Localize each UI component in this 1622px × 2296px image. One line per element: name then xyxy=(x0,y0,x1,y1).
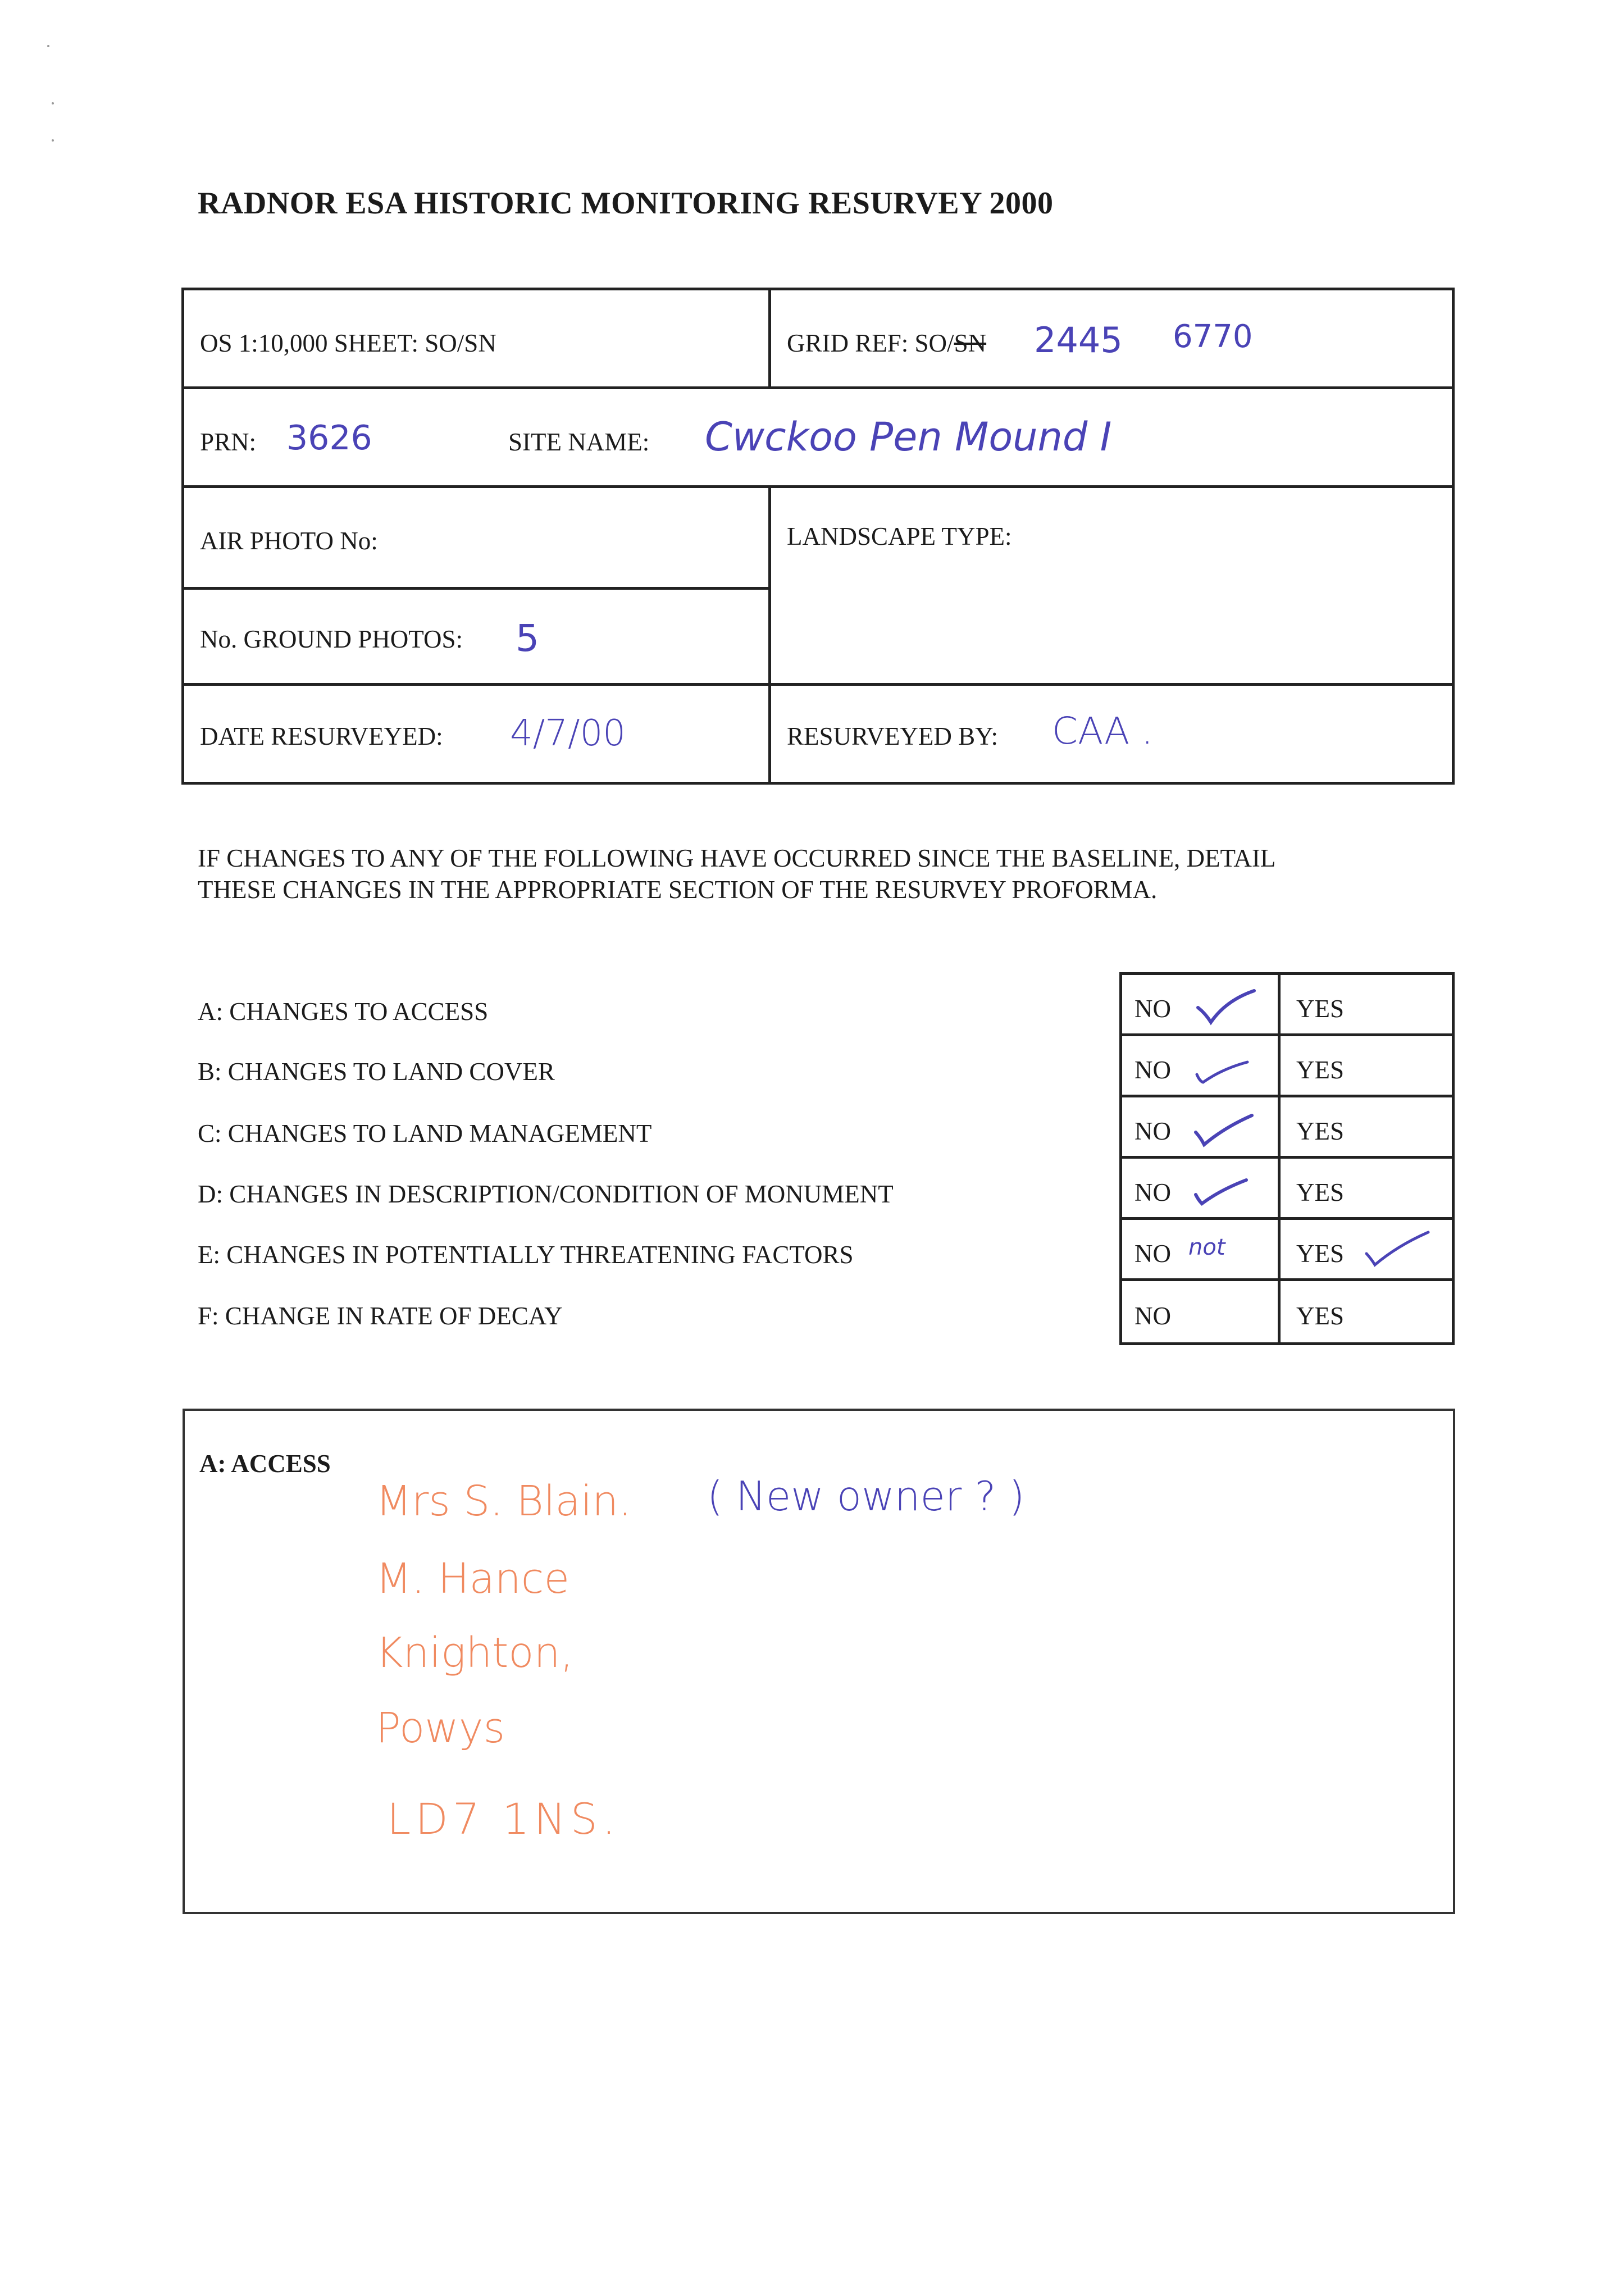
date-label: DATE RESURVEYED: xyxy=(200,722,443,750)
yes-box-d[interactable] xyxy=(1278,1156,1455,1220)
ground-photos-cell xyxy=(181,587,771,686)
no-box-c[interactable] xyxy=(1119,1095,1281,1159)
access-postcode: LD7 1NS. xyxy=(387,1794,620,1844)
scan-speck xyxy=(52,139,54,142)
air-photo-cell xyxy=(181,485,771,590)
access-owner-name: Mrs S. Blain. xyxy=(376,1477,632,1525)
no-label: NO xyxy=(1135,1117,1171,1145)
yes-label: YES xyxy=(1296,995,1345,1023)
yes-box-e[interactable] xyxy=(1278,1217,1455,1281)
os-sheet-cell xyxy=(181,288,771,389)
no-label: NO xyxy=(1135,1056,1171,1084)
prn-site-cell xyxy=(181,386,1455,488)
access-address-line-2: Knighton, xyxy=(376,1629,574,1677)
ground-photos-label: No. GROUND PHOTOS: xyxy=(200,625,463,653)
landscape-type-cell xyxy=(768,485,1455,686)
date-value: 4/7/00 xyxy=(510,713,626,754)
access-address-line-3: Powys xyxy=(376,1704,505,1752)
no-box-a[interactable] xyxy=(1119,972,1281,1036)
check-icon xyxy=(1194,1058,1250,1086)
os-sheet-label: OS 1:10,000 SHEET: SO/SN xyxy=(200,329,496,357)
prn-value: 3626 xyxy=(286,418,372,458)
no-annotation: not xyxy=(1188,1234,1225,1260)
check-icon xyxy=(1364,1229,1431,1268)
grid-ref-cell xyxy=(768,288,1455,389)
no-box-b[interactable] xyxy=(1119,1033,1281,1097)
access-section xyxy=(183,1409,1455,1914)
no-label: NO xyxy=(1135,1302,1171,1330)
check-icon xyxy=(1193,1176,1249,1207)
change-label-a: A: CHANGES TO ACCESS xyxy=(198,997,489,1026)
no-label: NO xyxy=(1135,995,1171,1023)
change-label-e: E: CHANGES IN POTENTIALLY THREATENING FACTORS xyxy=(198,1241,854,1269)
no-box-d[interactable] xyxy=(1119,1156,1281,1220)
yes-box-c[interactable] xyxy=(1278,1095,1455,1159)
change-label-c: C: CHANGES TO LAND MANAGEMENT xyxy=(198,1119,652,1147)
instructions xyxy=(198,842,1433,905)
access-address-line-1: M. Hance xyxy=(376,1555,569,1603)
yes-box-a[interactable] xyxy=(1278,972,1455,1036)
yes-label: YES xyxy=(1296,1056,1345,1084)
change-label-d: D: CHANGES IN DESCRIPTION/CONDITION OF MONUMENT xyxy=(198,1180,894,1208)
access-heading: A: ACCESS xyxy=(199,1450,331,1478)
no-label: NO xyxy=(1135,1240,1171,1268)
site-name-label: SITE NAME: xyxy=(508,428,650,456)
scan-speck xyxy=(52,102,54,104)
grid-ref-easting: 2445 xyxy=(1034,320,1123,361)
yes-box-b[interactable] xyxy=(1278,1033,1455,1097)
grid-ref-struck: SN xyxy=(954,329,987,357)
yes-label: YES xyxy=(1296,1117,1345,1145)
change-label-b: B: CHANGES TO LAND COVER xyxy=(198,1058,555,1086)
yes-label: YES xyxy=(1296,1178,1345,1206)
ground-photos-value: 5 xyxy=(516,617,539,660)
grid-ref-northing: 6770 xyxy=(1173,318,1253,355)
page-title: RADNOR ESA HISTORIC MONITORING RESURVEY 2000 xyxy=(198,186,1054,221)
site-name-value: Cwckoo Pen Mound I xyxy=(705,414,1112,460)
date-cell xyxy=(181,683,771,785)
resurveyed-by-cell xyxy=(768,683,1455,785)
prn-label: PRN: xyxy=(200,428,257,456)
check-icon xyxy=(1193,1112,1255,1148)
yes-label: YES xyxy=(1296,1302,1345,1330)
resurveyed-by-value: CAA . xyxy=(1052,709,1154,753)
check-icon xyxy=(1195,986,1257,1026)
air-photo-label: AIR PHOTO No: xyxy=(200,527,378,555)
no-box-f[interactable] xyxy=(1119,1278,1281,1345)
no-label: NO xyxy=(1135,1178,1171,1206)
yes-label: YES xyxy=(1296,1240,1345,1268)
access-owner-note: ( New owner ? ) xyxy=(707,1473,1025,1520)
resurveyed-by-label: RESURVEYED BY: xyxy=(787,722,999,750)
instructions-line-2: THESE CHANGES IN THE APPROPRIATE SECTION OF THE RESURVEY PROFORMA. xyxy=(198,876,1158,904)
no-box-e[interactable] xyxy=(1119,1217,1281,1281)
yes-box-f[interactable] xyxy=(1278,1278,1455,1345)
scan-speck xyxy=(47,45,49,47)
landscape-type-label: LANDSCAPE TYPE: xyxy=(787,522,1012,550)
grid-ref-label: GRID REF: SO/SN xyxy=(787,329,987,357)
change-label-f: F: CHANGE IN RATE OF DECAY xyxy=(198,1302,563,1330)
instructions-line-1: IF CHANGES TO ANY OF THE FOLLOWING HAVE OCCURRED SINCE THE BASELINE, DETAIL xyxy=(198,844,1276,872)
